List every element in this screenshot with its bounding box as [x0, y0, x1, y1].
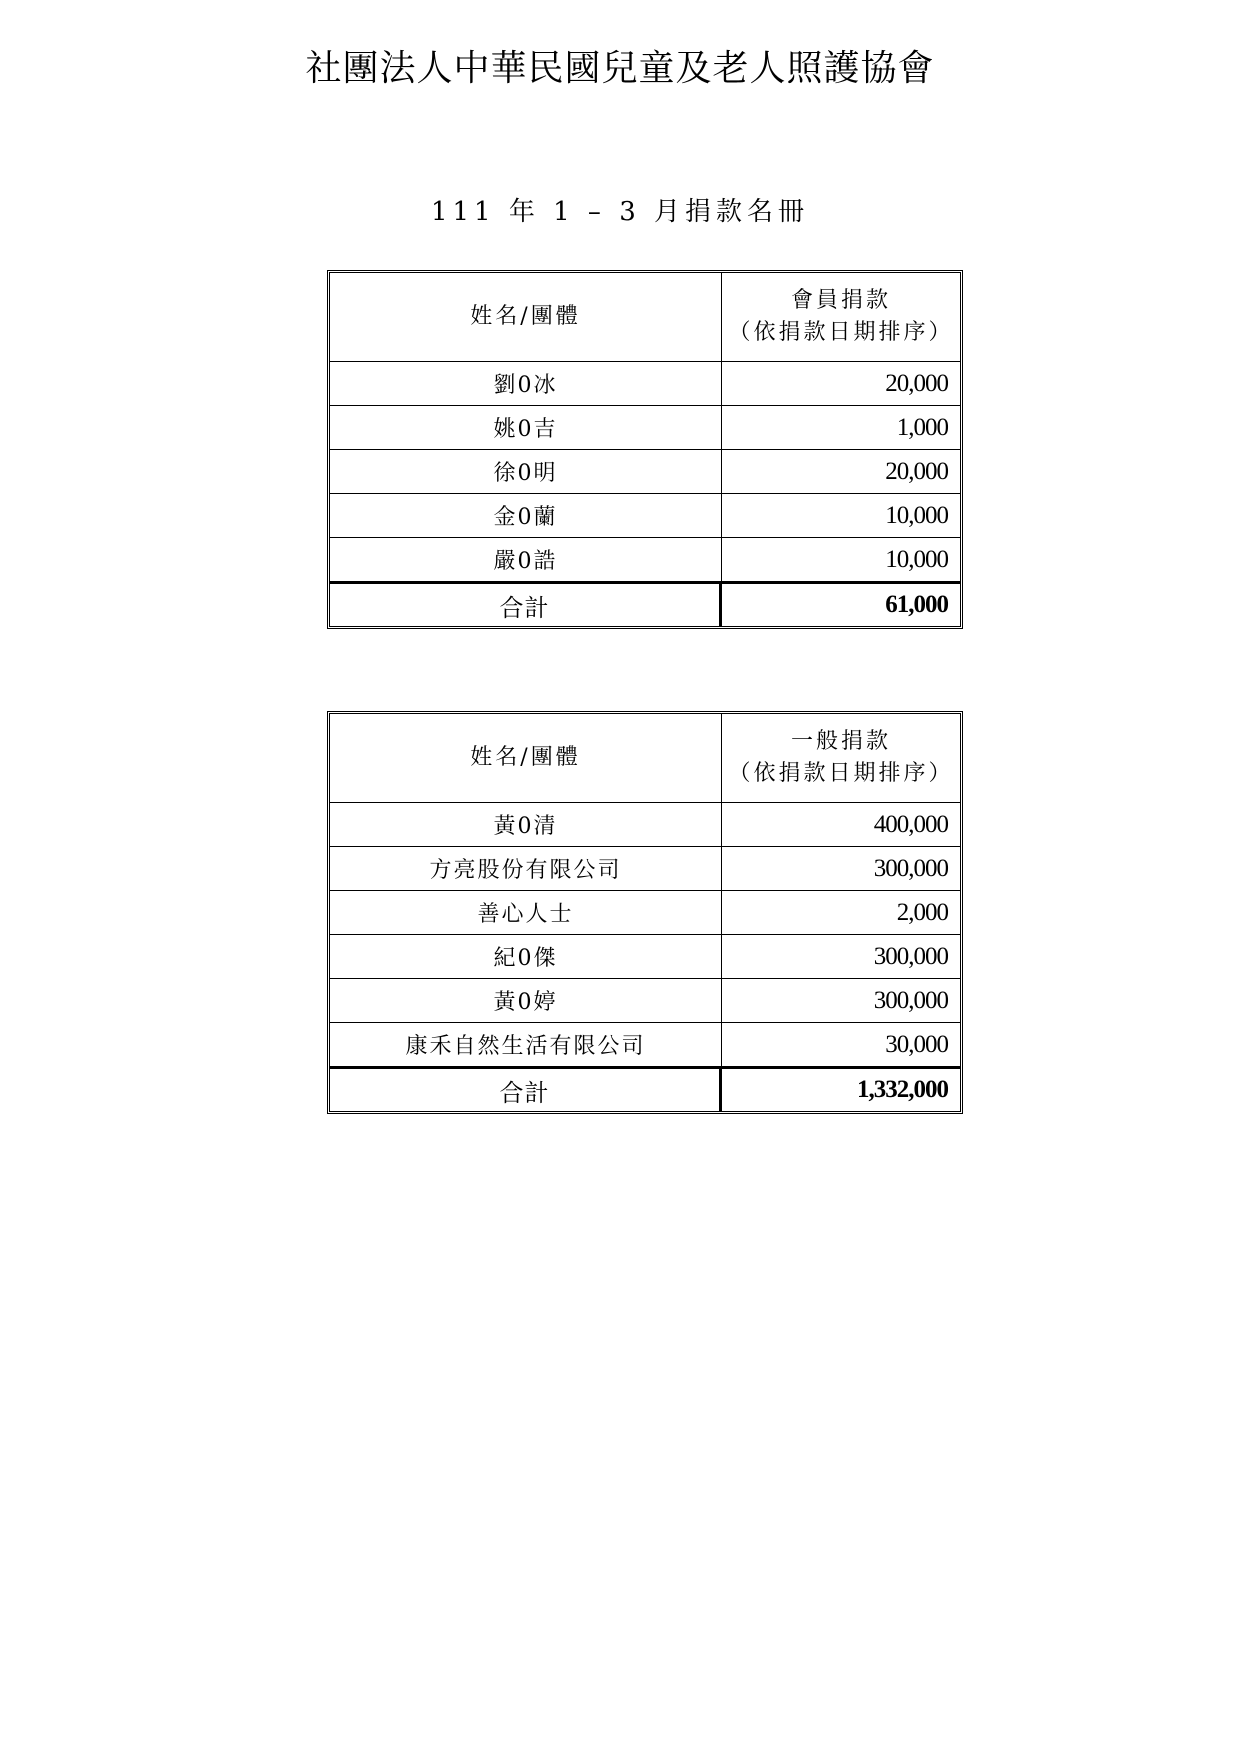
- donation-amount: 20,000: [722, 450, 960, 494]
- donation-amount: 10,000: [722, 494, 960, 538]
- amount-header-title: 會員捐款: [790, 288, 891, 313]
- amount-header-title: 一般捐款: [790, 729, 891, 754]
- amount-header-note: （依捐款日期排序）: [728, 320, 954, 345]
- donor-name: 黃0婷: [330, 979, 722, 1023]
- table-row: [330, 494, 960, 538]
- total-row: [330, 1067, 960, 1111]
- table-row: [330, 979, 960, 1023]
- report-title: 111 年 1 – 3 月捐款名冊: [430, 197, 810, 227]
- donor-name: 黃0清: [330, 803, 722, 847]
- total-label: 合計: [330, 1067, 722, 1111]
- donor-name: 金0蘭: [330, 494, 722, 538]
- table-row: [330, 891, 960, 935]
- table-row: [330, 935, 960, 979]
- donor-name: 徐0明: [330, 450, 722, 494]
- total-row: [330, 582, 960, 626]
- name-column-header: 姓名/團體: [330, 714, 722, 803]
- table-row: [330, 803, 960, 847]
- table-row: [330, 362, 960, 406]
- donor-name: 姚0吉: [330, 406, 722, 450]
- donation-amount: 10,000: [722, 538, 960, 582]
- donation-amount: 300,000: [722, 847, 960, 891]
- donation-amount: 300,000: [722, 979, 960, 1023]
- donation-amount: 1,000: [722, 406, 960, 450]
- table-row: [330, 538, 960, 582]
- donor-name: 康禾自然生活有限公司: [330, 1023, 722, 1067]
- donation-amount: 300,000: [722, 935, 960, 979]
- amount-column-header: [722, 714, 960, 803]
- table-row: [330, 406, 960, 450]
- table-header-row: [330, 714, 960, 803]
- table-row: [330, 450, 960, 494]
- donation-amount: 30,000: [722, 1023, 960, 1067]
- donation-amount: 20,000: [722, 362, 960, 406]
- total-amount: 61,000: [722, 582, 960, 626]
- name-column-header: 姓名/團體: [330, 273, 722, 362]
- donor-name: 方亮股份有限公司: [330, 847, 722, 891]
- amount-column-header: [722, 273, 960, 362]
- donation-amount: 400,000: [722, 803, 960, 847]
- donation-amount: 2,000: [722, 891, 960, 935]
- organization-title: 社團法人中華民國兒童及老人照護協會: [305, 48, 935, 89]
- total-label: 合計: [330, 582, 722, 626]
- table-row: [330, 1023, 960, 1067]
- table-header-row: [330, 273, 960, 362]
- donor-name: 嚴0誥: [330, 538, 722, 582]
- donor-name: 劉0冰: [330, 362, 722, 406]
- table-row: [330, 847, 960, 891]
- donor-name: 紀0傑: [330, 935, 722, 979]
- donor-name: 善心人士: [330, 891, 722, 935]
- amount-header-note: （依捐款日期排序）: [728, 761, 954, 786]
- total-amount: 1,332,000: [722, 1067, 960, 1111]
- member-donation-table: [327, 270, 963, 629]
- general-donation-table: [327, 711, 963, 1114]
